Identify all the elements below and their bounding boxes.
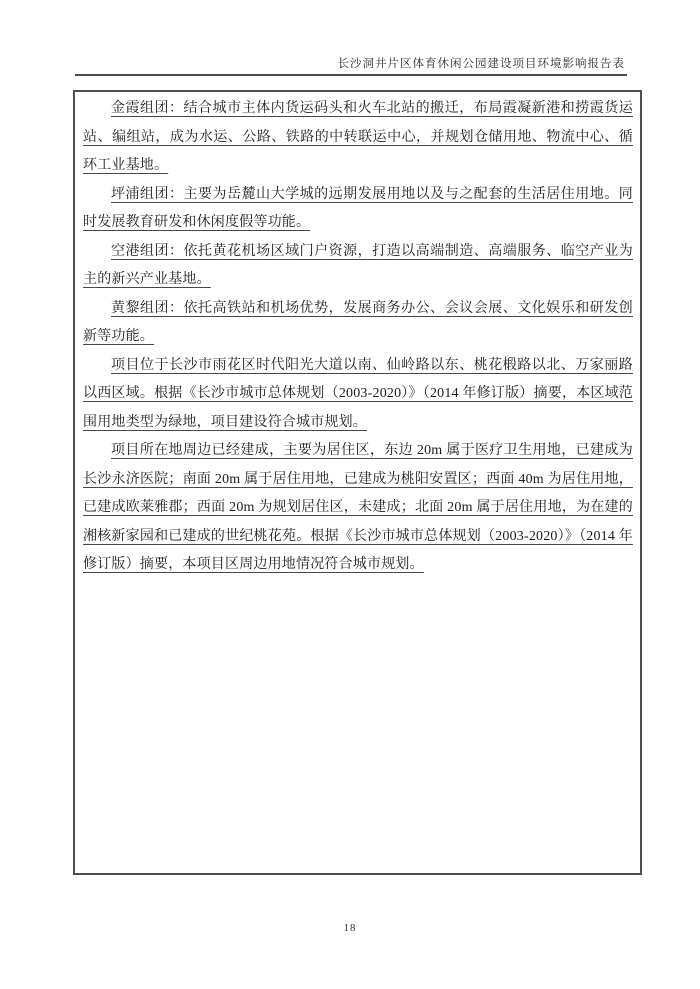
paragraph-jinxia-cluster: 金霞组团：结合城市主体内货运码头和火车北站的搬迁，布局霞凝新港和捞霞货运站、编组站，成为水运、公路、铁路的中转联运中心，并规划仓储用地、物流中心、循环工业基地。 [83,101,633,173]
page-number: 18 [343,922,357,934]
paragraph-project-location: 项目位于长沙市雨花区时代阳光大道以南、仙岭路以东、桃花椴路以北、万家丽路以西区域。根据《长沙市城市总体规划（2003-2020）》（2014 年修订版）摘要，本区域范围用地类型为绿地，项目建设符合城市规划。 [83,357,633,430]
paragraph-konggang-cluster: 空港组团：依托黄花机场区域门户资源，打造以高端制造、高端服务、临空产业为主的新兴产业基地。 [83,243,633,287]
paragraph-pingpu-cluster: 坪浦组团：主要为岳麓山大学城的远期发展用地以及与之配套的生活居住用地。同时发展教育研发和休闲度假等功能。 [83,186,633,230]
paragraph-surrounding-land-use: 项目所在地周边已经建成，主要为居住区，东边 20m 属于医疗卫生用地，已建成为长沙永济医院；南面 20m 属于居住用地，已建成为桃阳安置区；西面 40m 为居住用地，已建成欧莱雅郡；西面 20m 为规划居住区，未建成；北面 20m 属于居住用地，为在建的湘核新家园和已建成的世纪桃花苑。根据《长沙市城市总体规划（2003-2020）》（2014 年修订版）摘要，本项目区周边用地情况符合城市规划。 [83,443,633,572]
page-header-title: 长沙洞井片区体育休闲公园建设项目环境影响报告表 [337,58,625,70]
paragraph-huangli-cluster: 黄黎组团：依托高铁站和机场优势，发展商务办公、会议会展、文化娱乐和研发创新等功能。 [83,300,633,344]
content-table-cell [73,90,642,875]
header-rule-divider [75,74,627,76]
